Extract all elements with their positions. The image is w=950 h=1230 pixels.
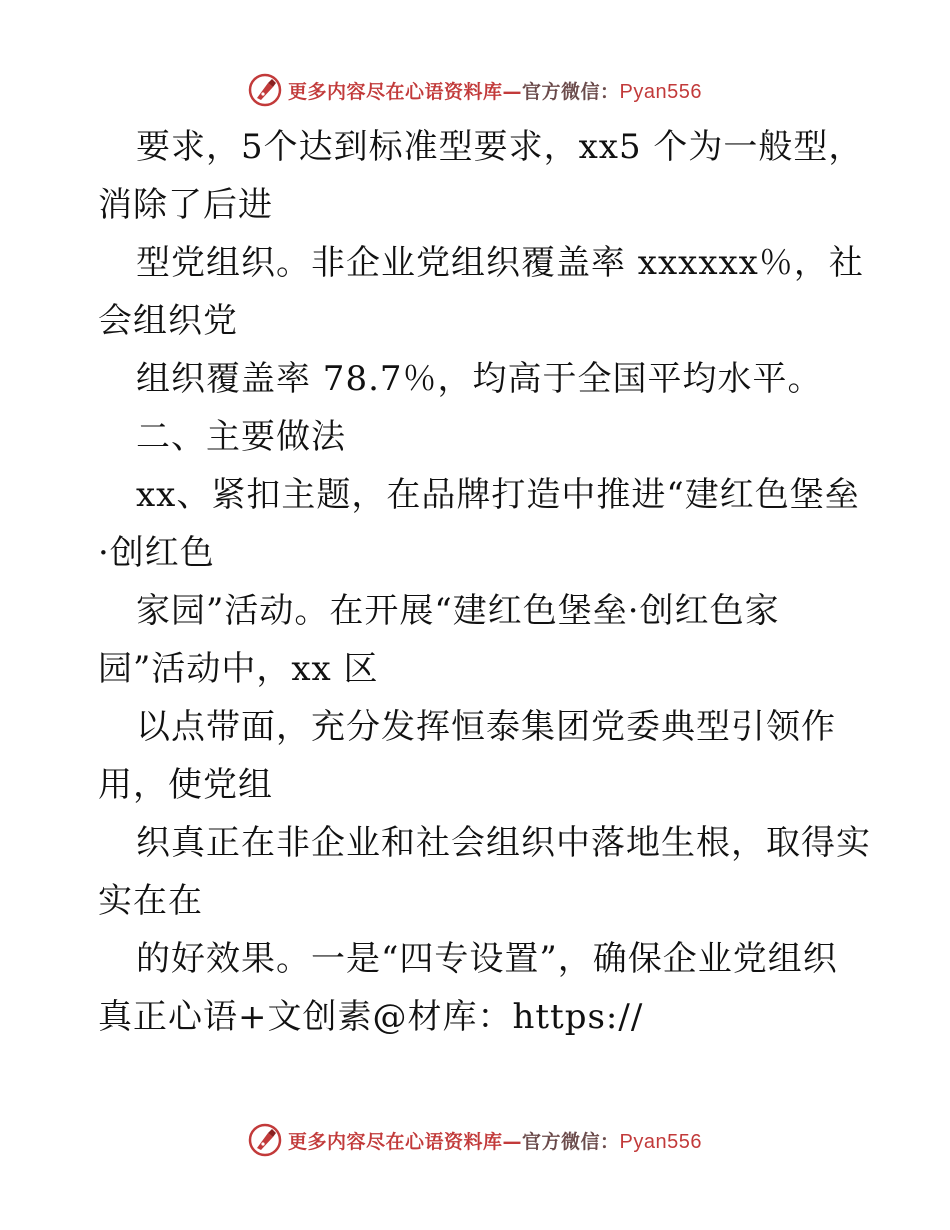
watermark-wechat-id: Pyan556 <box>619 1130 702 1153</box>
body-line: 的好效果。一是“四专设置”，确保企业党组织 <box>136 939 838 979</box>
body-line: 园”活动中，xx 区 <box>98 649 379 689</box>
watermark-text <box>288 77 702 104</box>
section-heading: 二、主要做法 <box>136 417 346 457</box>
body-line: 要求，5个达到标准型要求，xx5 个为一般型， <box>136 127 864 167</box>
body-line: 织真正在非企业和社会组织中落地生根，取得实 <box>136 823 871 863</box>
watermark-wechat-id: Pyan556 <box>619 80 702 103</box>
watermark-official-label: 官方微信： <box>522 1130 620 1153</box>
watermark-dash: — <box>502 1130 523 1153</box>
pen-nib-logo-icon <box>248 73 282 107</box>
body-line: ·创红色 <box>98 533 215 573</box>
watermark-dash: — <box>502 80 523 103</box>
document-body <box>98 118 871 1046</box>
body-line: 以点带面，充分发挥恒泰集团党委典型引领作 <box>136 707 836 747</box>
body-line: 实在在 <box>98 881 203 921</box>
body-line: 用，使党组 <box>98 765 273 805</box>
watermark-main-text: 更多内容尽在心语资料库 <box>288 80 503 103</box>
body-line: 组织覆盖率 78.7％，均高于全国平均水平。 <box>136 359 823 399</box>
body-line: 消除了后进 <box>98 185 273 225</box>
body-line: 型党组织。非企业党组织覆盖率 xxxxxx％，社 <box>136 243 864 283</box>
header-watermark <box>0 70 950 110</box>
body-line: 会组织党 <box>98 301 238 341</box>
body-line: 真正心语+文创素@材库：https:// <box>98 997 644 1037</box>
footer-watermark <box>0 1120 950 1160</box>
body-line: 家园”活动。在开展“建红色堡垒·创红色家 <box>136 591 780 631</box>
watermark-main-text: 更多内容尽在心语资料库 <box>288 1130 503 1153</box>
pen-nib-logo-icon <box>248 1123 282 1157</box>
watermark-official-label: 官方微信： <box>522 80 620 103</box>
watermark-text <box>288 1127 702 1154</box>
body-line: xx、紧扣主题，在品牌打造中推进“建红色堡垒 <box>136 475 860 515</box>
